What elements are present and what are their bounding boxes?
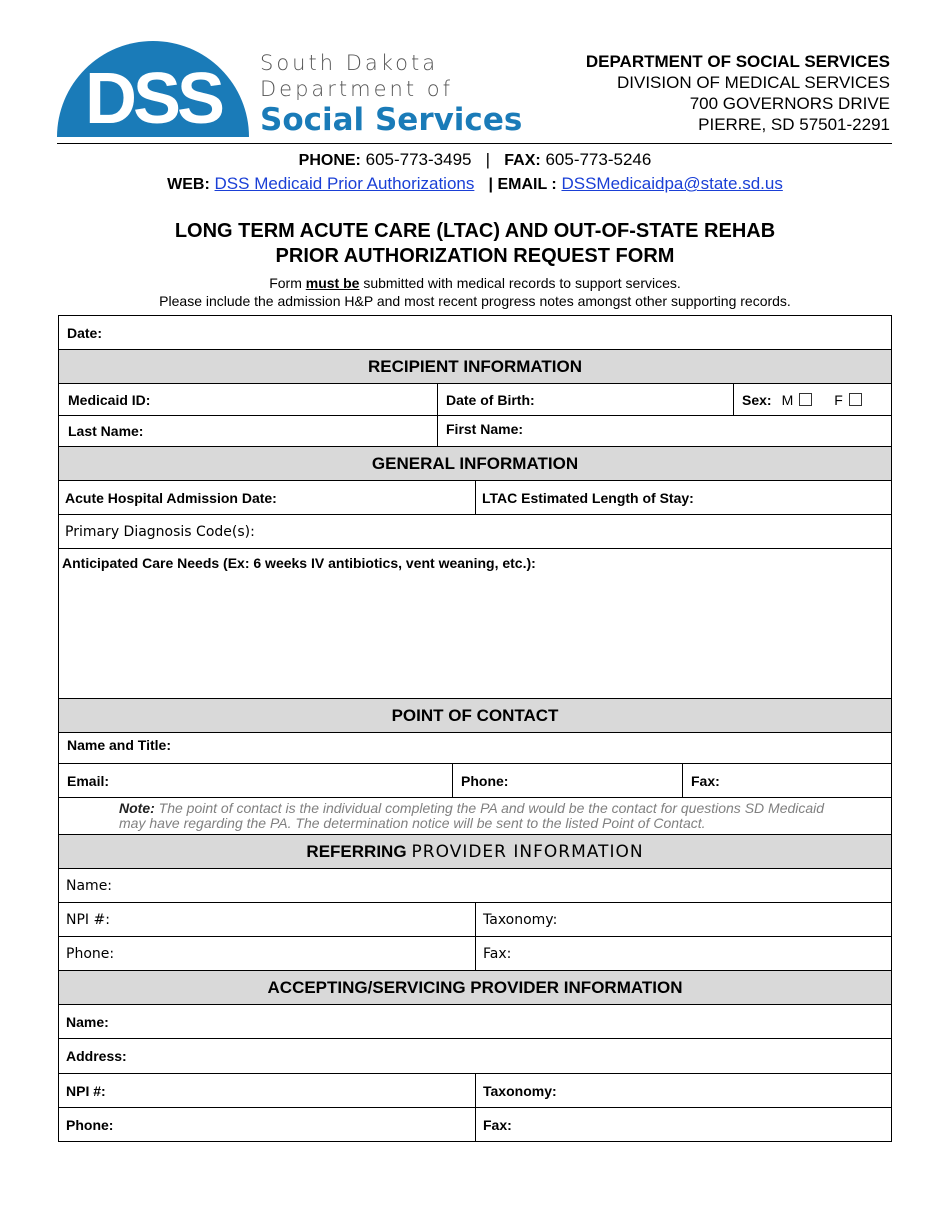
ref-npi-field[interactable]: NPI #: <box>59 903 476 936</box>
web-label: WEB: <box>167 176 210 193</box>
dss-logo-emblem <box>57 33 267 141</box>
prior-auth-form <box>58 315 892 1142</box>
ref-name-field[interactable]: Name: <box>66 877 113 894</box>
poc-header: POINT OF CONTACT <box>59 699 891 732</box>
general-row-1 <box>59 481 891 515</box>
ref-fax-field[interactable]: Fax: <box>483 945 512 962</box>
web-email-line <box>0 174 950 195</box>
poc-note-row <box>59 798 891 835</box>
header-divider <box>57 143 892 144</box>
phone-fax-separator: | <box>485 150 491 169</box>
instructions-pre: Form <box>269 275 302 291</box>
sex-m-label: M <box>781 391 794 408</box>
dept-address <box>586 51 890 135</box>
general-section-header <box>59 447 891 481</box>
fax-label: FAX: <box>504 152 541 169</box>
recipient-row-1 <box>59 384 891 416</box>
instructions-line2: Please include the admission H&P and most recent progress notes amongst other supporting records. <box>159 293 791 309</box>
acc-taxonomy-field[interactable]: Taxonomy: <box>483 1082 557 1099</box>
accepting-section-header <box>59 971 891 1005</box>
date-row <box>59 316 891 350</box>
sex-m-checkbox[interactable] <box>799 393 812 406</box>
referring-section-header <box>59 835 891 869</box>
poc-name-field[interactable]: Name and Title: <box>67 737 171 753</box>
logo-line-dept: Department of <box>260 77 453 101</box>
admission-date-field[interactable]: Acute Hospital Admission Date: <box>59 481 476 514</box>
form-instructions <box>0 274 950 310</box>
instructions-emphasis: must be <box>305 275 360 291</box>
poc-section-header <box>59 699 891 733</box>
sex-field <box>734 384 891 415</box>
sex-label: Sex: <box>742 391 772 408</box>
form-title-line1: LONG TERM ACUTE CARE (LTAC) AND OUT-OF-STATE REHAB <box>174 220 776 242</box>
date-field[interactable]: Date: <box>67 324 103 341</box>
instructions-post: submitted with medical records to support services. <box>363 275 681 291</box>
acc-fax-field[interactable]: Fax: <box>483 1116 512 1133</box>
division-name: DIVISION OF MEDICAL SERVICES <box>616 73 890 92</box>
phone-fax-line <box>0 150 950 171</box>
accepting-row-4 <box>59 1108 891 1142</box>
form-title-line2: PRIOR AUTHORIZATION REQUEST FORM <box>275 245 675 267</box>
poc-email-field[interactable]: Email: <box>59 764 453 797</box>
medicaid-id-field[interactable]: Medicaid ID: <box>59 384 438 415</box>
referring-row-1 <box>59 869 891 903</box>
poc-note <box>59 798 891 834</box>
poc-row-2 <box>59 764 891 798</box>
ltac-los-field[interactable]: LTAC Estimated Length of Stay: <box>482 489 694 506</box>
logo-line-agency: Social Services <box>260 102 523 138</box>
sex-f-checkbox[interactable] <box>849 393 862 406</box>
email-link[interactable]: DSSMedicaidpa@state.sd.us <box>561 174 783 193</box>
general-header: GENERAL INFORMATION <box>59 447 891 480</box>
form-title <box>0 219 950 269</box>
accepting-header: ACCEPTING/SERVICING PROVIDER INFORMATION <box>59 971 891 1004</box>
general-row-2 <box>59 515 891 549</box>
ref-phone-field[interactable]: Phone: <box>59 937 476 970</box>
sex-f-label: F <box>834 391 843 408</box>
city-state-zip: PIERRE, SD 57501-2291 <box>698 115 890 134</box>
poc-phone-field[interactable]: Phone: <box>453 764 683 797</box>
instructions-line1 <box>0 274 950 292</box>
recipient-section-header <box>59 350 891 384</box>
referring-row-3 <box>59 937 891 971</box>
last-name-field[interactable]: Last Name: <box>59 416 438 446</box>
referring-header-light: PROVIDER INFORMATION <box>411 841 644 862</box>
phone-label: PHONE: <box>298 152 361 169</box>
referring-row-2 <box>59 903 891 937</box>
accepting-row-3 <box>59 1074 891 1108</box>
accepting-row-1 <box>59 1005 891 1039</box>
acc-phone-field[interactable]: Phone: <box>59 1108 476 1141</box>
phone-number: 605-773-3495 <box>365 150 472 169</box>
logo-line-state: South Dakota <box>260 51 439 75</box>
note-label: Note: <box>119 800 155 816</box>
street-address: 700 GOVERNORS DRIVE <box>689 94 890 113</box>
poc-row-1 <box>59 733 891 764</box>
general-row-3 <box>59 549 891 699</box>
note-text: The point of contact is the individual completing the PA and would be the contact for questions SD Medicaid may have regarding the PA. The determination notice will be sent to the listed Point of Contact. <box>119 800 825 831</box>
first-name-field[interactable]: First Name: <box>446 421 524 437</box>
ref-taxonomy-field[interactable]: Taxonomy: <box>483 911 558 928</box>
primary-dx-field[interactable]: Primary Diagnosis Code(s): <box>65 523 255 540</box>
web-link[interactable]: DSS Medicaid Prior Authorizations <box>214 174 475 193</box>
recipient-header: RECIPIENT INFORMATION <box>59 350 891 383</box>
dept-name: DEPARTMENT OF SOCIAL SERVICES <box>585 52 890 71</box>
fax-number: 605-773-5246 <box>545 150 652 169</box>
care-needs-field[interactable]: Anticipated Care Needs (Ex: 6 weeks IV antibiotics, vent weaning, etc.): <box>62 555 536 571</box>
recipient-row-2 <box>59 416 891 447</box>
poc-fax-field[interactable]: Fax: <box>691 772 720 789</box>
dob-field[interactable]: Date of Birth: <box>438 384 734 415</box>
logo-wordmark <box>260 50 522 138</box>
acc-npi-field[interactable]: NPI #: <box>59 1074 476 1107</box>
acc-address-field[interactable]: Address: <box>66 1048 127 1064</box>
logo-abbrev: DSS <box>84 59 222 139</box>
referring-header-bold: REFERRING <box>306 841 407 861</box>
referring-header <box>59 835 891 868</box>
accepting-row-2 <box>59 1039 891 1074</box>
email-label: | EMAIL : <box>488 176 557 193</box>
acc-name-field[interactable]: Name: <box>66 1013 109 1030</box>
